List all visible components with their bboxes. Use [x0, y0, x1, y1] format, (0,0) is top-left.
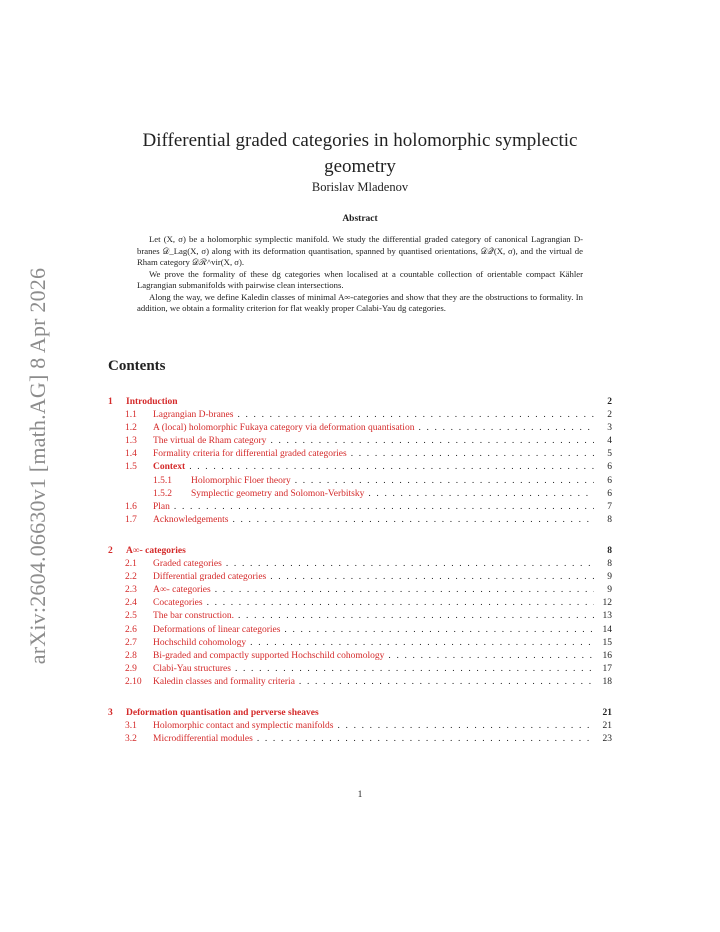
- toc-entry-number[interactable]: 2.9: [125, 663, 137, 674]
- abstract-paragraph: Let (X, σ) be a holomorphic symplectic manifold. We study the differential graded category of canonical Lagrangian D-branes 𝒟_Lag(X, σ) along with its deformation quantisation, spanned by quantised orientations, 𝒟𝒬(X, σ), and the virtual de Rham category 𝒟ℛ^vir(X, σ).: [137, 234, 583, 267]
- page-number: 1: [357, 790, 363, 800]
- toc-entry-title[interactable]: Holomorphic contact and symplectic manifolds: [153, 721, 334, 732]
- toc-entry-title[interactable]: Cocategories: [153, 598, 203, 609]
- toc-entry-number[interactable]: 2: [108, 545, 113, 556]
- toc-entry[interactable]: [108, 720, 612, 733]
- toc-entry-number[interactable]: 1.4: [125, 449, 137, 460]
- toc-leader-dots: [174, 501, 594, 514]
- toc-leader-dots: [257, 733, 594, 746]
- toc-entry[interactable]: [108, 650, 612, 663]
- toc-entry-title[interactable]: Microdifferential modules: [153, 734, 253, 745]
- toc-entry[interactable]: [108, 707, 612, 720]
- toc-leader-dots: [235, 663, 594, 676]
- contents-heading: Contents: [108, 358, 166, 374]
- toc-entry-page[interactable]: 6: [607, 475, 612, 486]
- toc-entry-number[interactable]: 2.3: [125, 585, 137, 596]
- toc-entry-title[interactable]: Acknowledgements: [153, 514, 229, 525]
- toc-leader-dots: [284, 624, 594, 637]
- toc-entry-number[interactable]: 1.5: [125, 462, 137, 473]
- toc-entry[interactable]: [108, 488, 612, 501]
- toc-entry-page[interactable]: 9: [607, 572, 612, 583]
- toc-entry-title[interactable]: Deformations of linear categories: [153, 624, 281, 635]
- toc-entry-page[interactable]: 8: [607, 559, 612, 570]
- table-of-contents: [108, 396, 612, 746]
- toc-entry-page[interactable]: 23: [602, 734, 612, 745]
- toc-leader-dots: [299, 676, 594, 689]
- toc-entry-title[interactable]: A∞- categories: [153, 585, 211, 596]
- toc-entry-page[interactable]: 7: [607, 501, 612, 512]
- toc-entry-title[interactable]: Graded categories: [153, 559, 222, 570]
- toc-entry[interactable]: [108, 409, 612, 422]
- toc-entry-number[interactable]: 1.7: [125, 514, 137, 525]
- toc-entry-title[interactable]: The virtual de Rham category: [153, 436, 267, 447]
- toc-entry-number[interactable]: 1.2: [125, 423, 137, 434]
- toc-entry-page[interactable]: 8: [607, 545, 612, 556]
- toc-entry-page[interactable]: 13: [602, 611, 612, 622]
- toc-leader-dots: [388, 650, 594, 663]
- toc-entry-title[interactable]: Clabi-Yau structures: [153, 663, 231, 674]
- toc-entry-number[interactable]: 1.1: [125, 410, 137, 421]
- toc-entry-number[interactable]: 1.6: [125, 501, 137, 512]
- toc-entry-page[interactable]: 16: [602, 650, 612, 661]
- toc-entry-title[interactable]: Plan: [153, 501, 170, 512]
- toc-entry-number[interactable]: 1.5.1: [153, 475, 172, 486]
- toc-leader-dots: [207, 597, 594, 610]
- toc-entry-page[interactable]: 21: [602, 721, 612, 732]
- toc-entry-number[interactable]: 3.1: [125, 721, 137, 732]
- toc-entry-page[interactable]: 15: [602, 637, 612, 648]
- toc-entry-number[interactable]: 3: [108, 707, 113, 718]
- toc-entry-page[interactable]: 21: [602, 707, 612, 718]
- toc-leader-dots: [418, 422, 594, 435]
- toc-entry-title[interactable]: Bi-graded and compactly supported Hochschild cohomology: [153, 650, 385, 661]
- toc-entry-number[interactable]: 2.7: [125, 637, 137, 648]
- toc-entry-page[interactable]: 9: [607, 585, 612, 596]
- toc-entry-number[interactable]: 1.3: [125, 436, 137, 447]
- toc-entry-page[interactable]: 8: [607, 514, 612, 525]
- toc-entry[interactable]: [108, 396, 612, 409]
- toc-entry[interactable]: [108, 571, 612, 584]
- toc-entry-page[interactable]: 6: [607, 462, 612, 473]
- toc-entry-title[interactable]: Kaledin classes and formality criteria: [153, 676, 295, 687]
- toc-entry-page[interactable]: 18: [602, 676, 612, 687]
- toc-entry[interactable]: [108, 637, 612, 650]
- toc-leader-dots: [270, 571, 594, 584]
- toc-entry[interactable]: [108, 676, 612, 689]
- toc-leader-dots: [226, 558, 594, 571]
- toc-entry-number[interactable]: 2.6: [125, 624, 137, 635]
- toc-entry-title[interactable]: Differential graded categories: [153, 572, 267, 583]
- toc-entry-title[interactable]: Context: [153, 462, 186, 473]
- toc-leader-dots: [232, 514, 594, 527]
- toc-leader-dots: [295, 475, 594, 488]
- toc-leader-dots: [337, 720, 594, 733]
- toc-entry[interactable]: [108, 461, 612, 474]
- toc-entry[interactable]: [108, 501, 612, 514]
- toc-entry-page[interactable]: 14: [602, 624, 612, 635]
- toc-entry[interactable]: [108, 558, 612, 571]
- toc-entry[interactable]: [108, 514, 612, 527]
- toc-entry-number[interactable]: 2.10: [125, 676, 142, 687]
- abstract-paragraph: Along the way, we define Kaledin classes of minimal A∞-categories and show that they are the obstructions to formality. In addition, we obtain a formality criterion for flat weakly proper Calabi-Yau dg categories.: [137, 291, 583, 313]
- toc-entry-number[interactable]: 2.4: [125, 598, 137, 609]
- paper-title: Differential graded categories in holomorphic symplectic geometry: [142, 130, 578, 177]
- toc-leader-dots: [237, 409, 594, 422]
- toc-entry-page[interactable]: 2: [607, 410, 612, 421]
- author-name: Borislav Mladenov: [311, 180, 409, 194]
- toc-entry-page[interactable]: 3: [607, 423, 612, 434]
- toc-leader-dots: [189, 461, 594, 474]
- toc-entry-page[interactable]: 2: [607, 397, 612, 407]
- abstract-heading: Abstract: [342, 214, 378, 224]
- toc-entry-number[interactable]: 2.2: [125, 572, 137, 583]
- toc-entry-title[interactable]: Formality criteria for differential graded categories: [153, 449, 347, 460]
- toc-entry-title[interactable]: Introduction: [126, 397, 178, 407]
- toc-entry[interactable]: [108, 448, 612, 461]
- toc-entry-title[interactable]: Holomorphic Floer theory: [191, 475, 291, 486]
- toc-entry[interactable]: [108, 422, 612, 435]
- toc-entry-page[interactable]: 6: [607, 488, 612, 499]
- toc-leader-dots: [368, 488, 594, 501]
- toc-entry-number[interactable]: 1.5.2: [153, 488, 172, 499]
- toc-entry-page[interactable]: 12: [602, 598, 612, 609]
- toc-entry[interactable]: [108, 435, 612, 448]
- toc-entry[interactable]: [108, 663, 612, 676]
- toc-leader-dots: [215, 584, 594, 597]
- toc-entry-number[interactable]: 2.1: [125, 559, 137, 570]
- toc-entry-page[interactable]: 17: [602, 663, 612, 674]
- toc-entry-number[interactable]: 2.5: [125, 611, 137, 622]
- toc-entry-number[interactable]: 3.2: [125, 734, 137, 745]
- toc-entry[interactable]: [108, 610, 612, 623]
- toc-leader-dots: [351, 448, 594, 461]
- toc-entry-title[interactable]: Symplectic geometry and Solomon-Verbitsky: [191, 488, 365, 499]
- toc-entry-page[interactable]: 4: [607, 436, 612, 447]
- toc-entry-title[interactable]: Hochschild cohomology: [153, 637, 247, 648]
- abstract-body: [137, 234, 583, 315]
- toc-entry[interactable]: [108, 475, 612, 488]
- toc-entry-title[interactable]: The bar construction.: [153, 611, 234, 622]
- toc-entry-number[interactable]: 2.8: [125, 650, 137, 661]
- toc-entry[interactable]: [108, 584, 612, 597]
- toc-entry-title[interactable]: A (local) holomorphic Fukaya category via deformation quantisation: [153, 423, 415, 434]
- toc-entry-title[interactable]: A∞- categories: [126, 545, 186, 556]
- arxiv-stamp: arXiv:2604.06630v1 [math.AG] 8 Apr 2026: [25, 267, 50, 665]
- toc-entry[interactable]: [108, 597, 612, 610]
- toc-entry[interactable]: [108, 545, 612, 558]
- toc-entry[interactable]: [108, 733, 612, 746]
- toc-leader-dots: [238, 610, 594, 623]
- toc-entry[interactable]: [108, 624, 612, 637]
- toc-leader-dots: [250, 637, 594, 650]
- toc-entry-number[interactable]: 1: [108, 397, 113, 407]
- toc-entry-title[interactable]: Deformation quantisation and perverse sheaves: [126, 707, 319, 718]
- abstract-paragraph: We prove the formality of these dg categories when localised at a countable collection of orientable compact Kähler Lagrangian submanifolds with pairwise clean intersections.: [137, 268, 583, 290]
- toc-leader-dots: [270, 435, 594, 448]
- toc-entry-title[interactable]: Lagrangian D-branes: [153, 410, 234, 421]
- toc-entry-page[interactable]: 5: [607, 449, 612, 460]
